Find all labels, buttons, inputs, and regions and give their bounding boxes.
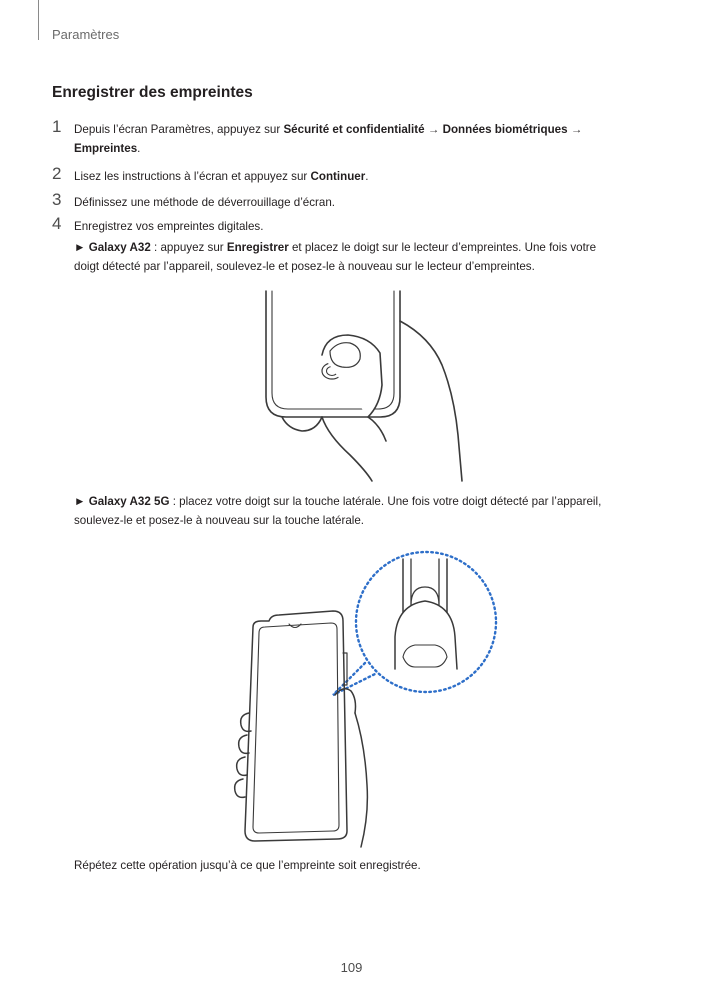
- closing-instruction: Répétez cette opération jusqu’à ce que l’empreinte soit enregistrée.: [74, 859, 421, 872]
- step-2: [52, 164, 632, 186]
- illustration-side-key-sensor: [225, 545, 505, 850]
- model-note-a32: ► Galaxy A32 : appuyez sur Enregistrer et placez le doigt sur le lecteur d’empreintes. Une fois votre doigt détecté par l’appareil, soulevez-le et posez-le à nouveau sur le lecteur d’empreintes.: [74, 241, 597, 273]
- section-header: Paramètres: [52, 27, 120, 42]
- step-4: [52, 214, 632, 236]
- step-text: Définissez une méthode de déverrouillage d’écran.: [74, 196, 336, 209]
- bullet-marker: ►: [74, 241, 86, 254]
- step-number: 2: [52, 164, 62, 183]
- menu-path-biometrics: Données biométriques: [442, 123, 568, 136]
- register-label: Enregistrer: [226, 241, 289, 254]
- step-number: 4: [52, 214, 62, 233]
- page-title: Enregistrer des empreintes: [52, 84, 253, 101]
- step-1: [52, 117, 632, 158]
- step-number: 1: [52, 117, 62, 136]
- continue-label: Continuer: [310, 170, 366, 183]
- menu-path-fingerprints: Empreintes: [74, 142, 138, 155]
- step-number: 3: [52, 190, 62, 209]
- menu-path-security: Sécurité et confidentialité: [283, 123, 425, 136]
- header-rule: [38, 0, 39, 40]
- model-note-a32-5g: ► Galaxy A32 5G : placez votre doigt sur la touche latérale. Une fois votre doigt détecté par l’appareil, soulevez-le et posez-le à nouveau sur la touche latérale.: [74, 495, 602, 527]
- step-text: Depuis l’écran Paramètres, appuyez sur Sécurité et confidentialité → Données biométriques → Empreintes.: [74, 123, 583, 155]
- step-text: Lisez les instructions à l’écran et appuyez sur Continuer.: [74, 170, 369, 183]
- model-name: Galaxy A32: [88, 241, 151, 254]
- step-3: [52, 190, 632, 212]
- model-name: Galaxy A32 5G: [88, 495, 170, 508]
- page-number: 109: [340, 960, 363, 975]
- step-text: Enregistrez vos empreintes digitales.: [74, 220, 264, 233]
- bullet-marker: ►: [74, 495, 86, 508]
- illustration-under-display-sensor: [230, 285, 490, 485]
